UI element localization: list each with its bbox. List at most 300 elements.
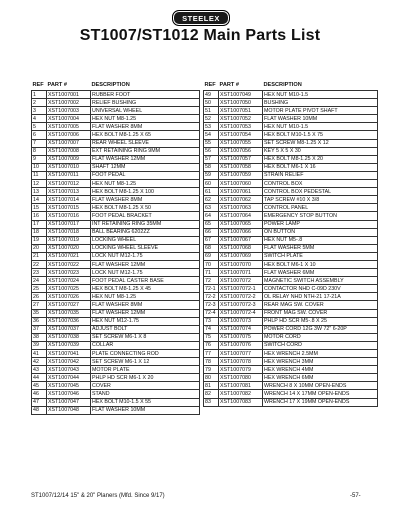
part-number-cell: XST1007014 [47, 196, 91, 204]
part-number-cell: XST1007004 [47, 115, 91, 123]
ref-cell: 69 [204, 252, 219, 260]
table-row [32, 147, 200, 155]
part-number-cell: XST1007012 [47, 180, 91, 188]
ref-cell: 75 [204, 333, 219, 341]
description-cell: HEX NUT M10-1.5 [263, 123, 378, 131]
table-row [32, 107, 200, 115]
description-cell: SET SCREW M8-1.25 X 12 [263, 139, 378, 147]
description-cell: EXT RETAINING RING 9MM [91, 147, 200, 155]
description-cell: MOTOR PLATE [91, 366, 200, 374]
description-cell: RELIEF BUSHING [91, 99, 200, 107]
description-cell: CONTROL PANEL [263, 204, 378, 212]
ref-cell: 76 [204, 341, 219, 349]
description-cell: SET SCREW M6-1 X 8 [91, 333, 200, 341]
table-row [32, 252, 200, 260]
description-cell: HEX NUT M8-1.25 [91, 180, 200, 188]
description-cell: LOCK NUT M12-1.75 [91, 269, 200, 277]
description-cell: FLAT WASHER 12MM [91, 260, 200, 268]
ref-cell: 55 [204, 139, 219, 147]
table-row [32, 317, 200, 325]
ref-cell: 68 [204, 244, 219, 252]
description-cell: FRONT MAG SW. COVER [263, 309, 378, 317]
description-cell: CONTROL BOX PEDESTAL [263, 188, 378, 196]
description-cell: HEX NUT M10-1.5 [263, 91, 378, 99]
ref-cell: 21 [32, 252, 47, 260]
table-row [204, 204, 378, 212]
description-cell: FLAT WASHER 10MM [91, 406, 200, 414]
ref-cell: 14 [32, 196, 47, 204]
header-part: PART # [47, 82, 67, 88]
table-row [32, 212, 200, 220]
ref-cell: 5 [32, 123, 47, 131]
part-number-cell: XST1007071 [219, 269, 263, 277]
description-cell: POWER LAMP [263, 220, 378, 228]
description-cell: HEX NUT M12-1.75 [91, 317, 200, 325]
part-number-cell: XST1007062 [219, 196, 263, 204]
description-cell: CONTROL BOX [263, 180, 378, 188]
ref-cell: 51 [204, 107, 219, 115]
part-number-cell: XST1007006 [47, 131, 91, 139]
description-cell: HEX BOLT M8-1.25 X 45 [91, 285, 200, 293]
header-description: DESCRIPTION [263, 82, 302, 88]
description-cell: CONTACTOR NHD C-09D 230V [263, 285, 378, 293]
table-row [32, 139, 200, 147]
part-number-cell: XST1007039 [47, 341, 91, 349]
ref-cell: 41 [32, 350, 47, 358]
table-row [204, 91, 378, 99]
ref-cell: 47 [32, 398, 47, 406]
ref-cell: 59 [204, 171, 219, 179]
part-number-cell: XST1007059 [219, 171, 263, 179]
page-title: ST1007/ST1012 Main Parts List [79, 27, 321, 44]
ref-cell: 48 [32, 406, 47, 414]
part-number-cell: XST1007035 [47, 309, 91, 317]
description-cell: FOOT PEDAL CASTER BASE [91, 277, 200, 285]
steelex-logo: STEELEX [172, 10, 230, 26]
table-row [32, 301, 200, 309]
table-row [32, 260, 200, 268]
table-row [32, 180, 200, 188]
part-number-cell: XST1007060 [219, 180, 263, 188]
part-number-cell: XST1007083 [219, 398, 263, 406]
table-row [32, 269, 200, 277]
ref-cell: 78 [204, 358, 219, 366]
part-number-cell: XST1007007 [47, 139, 91, 147]
description-cell: FLAT WASHER 12MM [91, 309, 200, 317]
table-row [32, 155, 200, 163]
ref-cell: 42 [32, 358, 47, 366]
description-cell: MOTOR CORD [263, 333, 378, 341]
table-row [204, 131, 378, 139]
part-number-cell: XST1007005 [47, 123, 91, 131]
ref-cell: 67 [204, 236, 219, 244]
part-number-cell: XST1007009 [47, 155, 91, 163]
table-row [204, 382, 378, 390]
table-row [204, 277, 378, 285]
description-cell: FLAT WASHER 8MM [91, 123, 200, 131]
table-row [204, 317, 378, 325]
ref-cell: 3 [32, 107, 47, 115]
ref-cell: 57 [204, 155, 219, 163]
table-row [204, 366, 378, 374]
description-cell: FOOT PEDAL [91, 171, 200, 179]
description-cell: PLATE CONNECTING ROD [91, 350, 200, 358]
part-number-cell: XST1007080 [219, 374, 263, 382]
ref-cell: 18 [32, 228, 47, 236]
part-number-cell: XST1007013 [47, 188, 91, 196]
header-part: PART # [219, 82, 239, 88]
part-number-cell: XST1007072 [219, 277, 263, 285]
ref-cell: 81 [204, 382, 219, 390]
description-cell: POWER CORD 12G 3W 72" 6-20P [263, 325, 378, 333]
ref-cell: 52 [204, 115, 219, 123]
table-row [32, 358, 200, 366]
ref-cell: 62 [204, 196, 219, 204]
ref-cell: 9 [32, 155, 47, 163]
ref-cell: 12 [32, 180, 47, 188]
description-cell: LOCK NUT M12-1.75 [91, 252, 200, 260]
ref-cell: 72-3 [204, 301, 219, 309]
description-cell: ADJUST BOLT [91, 325, 200, 333]
ref-cell: 49 [204, 91, 219, 99]
description-cell: HEX NUT M5-.8 [263, 236, 378, 244]
table-row [204, 115, 378, 123]
part-number-cell: XST1007044 [47, 374, 91, 382]
part-number-cell: XST1007027 [47, 301, 91, 309]
ref-cell: 20 [32, 244, 47, 252]
table-row [32, 244, 200, 252]
ref-cell: 17 [32, 220, 47, 228]
ref-cell: 70 [204, 260, 219, 268]
part-number-cell: XST1007019 [47, 236, 91, 244]
ref-cell: 72-4 [204, 309, 219, 317]
ref-cell: 58 [204, 163, 219, 171]
description-cell: PHLP HD SCR M5-.8 X 25 [263, 317, 378, 325]
table-row [32, 163, 200, 171]
ref-cell: 53 [204, 123, 219, 131]
description-cell: MAGNETIC SWITCH ASSEMBLY [263, 277, 378, 285]
description-cell: HEX BOLT M8-1.25 X 50 [91, 204, 200, 212]
part-number-cell: XST1007072-3 [219, 301, 263, 309]
part-number-cell: XST1007052 [219, 115, 263, 123]
table-row [32, 196, 200, 204]
ref-cell: 56 [204, 147, 219, 155]
part-number-cell: XST1007015 [47, 204, 91, 212]
part-number-cell: XST1007074 [219, 325, 263, 333]
table-row [32, 115, 200, 123]
ref-cell: 65 [204, 220, 219, 228]
table-row [204, 180, 378, 188]
table-row [204, 188, 378, 196]
table-row [32, 374, 200, 382]
part-number-cell: XST1007063 [219, 204, 263, 212]
table-row [32, 325, 200, 333]
footer-model: ST1007/12/14 15" & 20" Planers (Mfd. Since 9/17) [31, 493, 165, 499]
ref-cell: 6 [32, 131, 47, 139]
description-cell: EMERGENCY STOP BUTTON [263, 212, 378, 220]
table-row [204, 390, 378, 398]
part-number-cell: XST1007064 [219, 212, 263, 220]
ref-cell: 15 [32, 204, 47, 212]
description-cell: HEX BOLT M8-1.25 X 65 [91, 131, 200, 139]
description-cell: LOCKING WHEEL [91, 236, 200, 244]
description-cell: SWITCH PLATE [263, 252, 378, 260]
description-cell: HEX BOLT M8-1.25 X 100 [91, 188, 200, 196]
table-row [204, 325, 378, 333]
part-number-cell: XST1007024 [47, 277, 91, 285]
part-number-cell: XST1007051 [219, 107, 263, 115]
description-cell: HEX NUT M8-1.25 [91, 293, 200, 301]
part-number-cell: XST1007066 [219, 228, 263, 236]
ref-cell: 73 [204, 317, 219, 325]
part-number-cell: XST1007072-4 [219, 309, 263, 317]
table-row [204, 196, 378, 204]
ref-cell: 19 [32, 236, 47, 244]
parts-table-right [203, 82, 378, 407]
table-row [204, 398, 378, 406]
part-number-cell: XST1007022 [47, 260, 91, 268]
table-row [204, 252, 378, 260]
description-cell: WRENCH 14 X 17MM OPEN-ENDS [263, 390, 378, 398]
ref-cell: 2 [32, 99, 47, 107]
ref-cell: 46 [32, 390, 47, 398]
description-cell: ON BUTTON [263, 228, 378, 236]
table-row [32, 285, 200, 293]
description-cell: HEX BOLT M10-1.5 X 55 [91, 398, 200, 406]
description-cell: BALL BEARING 6202ZZ [91, 228, 200, 236]
description-cell: BUSHING [263, 99, 378, 107]
table-row [32, 91, 200, 99]
description-cell: OL RELAY NHD NTH-21 17-21A [263, 293, 378, 301]
part-number-cell: XST1007082 [219, 390, 263, 398]
part-number-cell: XST1007036 [47, 317, 91, 325]
table-row [204, 147, 378, 155]
table-row [32, 131, 200, 139]
part-number-cell: XST1007048 [47, 406, 91, 414]
description-cell: REAR WHEEL SLEEVE [91, 139, 200, 147]
table-row [32, 99, 200, 107]
ref-cell: 10 [32, 163, 47, 171]
table-row [204, 285, 378, 293]
ref-cell: 8 [32, 147, 47, 155]
ref-cell: 63 [204, 204, 219, 212]
table-row [32, 350, 200, 358]
part-number-cell: XST1007072-1 [219, 285, 263, 293]
part-number-cell: XST1007075 [219, 333, 263, 341]
table-row [32, 228, 200, 236]
ref-cell: 44 [32, 374, 47, 382]
table-row [32, 309, 200, 317]
table-row [32, 382, 200, 390]
ref-cell: 43 [32, 366, 47, 374]
part-number-cell: XST1007067 [219, 236, 263, 244]
description-cell: FLAT WASHER 8MM [91, 196, 200, 204]
ref-cell: 64 [204, 212, 219, 220]
table-row [32, 277, 200, 285]
ref-cell: 35 [32, 309, 47, 317]
part-number-cell: XST1007078 [219, 358, 263, 366]
part-number-cell: XST1007038 [47, 333, 91, 341]
part-number-cell: XST1007049 [219, 91, 263, 99]
part-number-cell: XST1007025 [47, 285, 91, 293]
table-row [32, 123, 200, 131]
part-number-cell: XST1007002 [47, 99, 91, 107]
table-row [32, 341, 200, 349]
part-number-cell: XST1007003 [47, 107, 91, 115]
ref-cell: 83 [204, 398, 219, 406]
part-number-cell: XST1007046 [47, 390, 91, 398]
description-cell: MOTOR PLATE PIVOT SHAFT [263, 107, 378, 115]
header-description: DESCRIPTION [91, 82, 130, 88]
part-number-cell: XST1007016 [47, 212, 91, 220]
part-number-cell: XST1007054 [219, 131, 263, 139]
ref-cell: 50 [204, 99, 219, 107]
table-row [204, 341, 378, 349]
description-cell: PHLP HD SCR M6-1 X 20 [91, 374, 200, 382]
description-cell: FLAT WASHER 10MM [263, 115, 378, 123]
description-cell: HEX NUT M8-1.25 [91, 115, 200, 123]
table-row [204, 139, 378, 147]
table-row [204, 236, 378, 244]
table-row [204, 333, 378, 341]
part-number-cell: XST1007058 [219, 163, 263, 171]
ref-cell: 38 [32, 333, 47, 341]
part-number-cell: XST1007021 [47, 252, 91, 260]
table-row [204, 212, 378, 220]
part-number-cell: XST1007018 [47, 228, 91, 236]
header-ref: REF [32, 82, 44, 88]
table-row [204, 350, 378, 358]
table-row [32, 188, 200, 196]
description-cell: FLAT WASHER 12MM [91, 155, 200, 163]
part-number-cell: XST1007011 [47, 171, 91, 179]
description-cell: SWITCH CORD [263, 341, 378, 349]
description-cell: HEX BOLT M8-1.25 X 20 [263, 155, 378, 163]
ref-cell: 66 [204, 228, 219, 236]
part-number-cell: XST1007043 [47, 366, 91, 374]
table-row [204, 260, 378, 268]
table-row [204, 244, 378, 252]
ref-cell: 74 [204, 325, 219, 333]
part-number-cell: XST1007069 [219, 252, 263, 260]
table-row [32, 333, 200, 341]
ref-cell: 80 [204, 374, 219, 382]
description-cell: HEX BOLT M6-1 X 16 [263, 163, 378, 171]
ref-cell: 26 [32, 293, 47, 301]
part-number-cell: XST1007072-2 [219, 293, 263, 301]
table-row [32, 390, 200, 398]
table-row [204, 220, 378, 228]
part-number-cell: XST1007055 [219, 139, 263, 147]
table-row [204, 228, 378, 236]
ref-cell: 45 [32, 382, 47, 390]
table-row [204, 155, 378, 163]
description-cell: HEX WRENCH 4MM [263, 366, 378, 374]
description-cell: STAND [91, 390, 200, 398]
part-number-cell: XST1007023 [47, 269, 91, 277]
description-cell: SHAFT 12MM [91, 163, 200, 171]
table-row [204, 269, 378, 277]
ref-cell: 72 [204, 277, 219, 285]
table-row [204, 171, 378, 179]
ref-cell: 23 [32, 269, 47, 277]
part-number-cell: XST1007041 [47, 350, 91, 358]
part-number-cell: XST1007053 [219, 123, 263, 131]
ref-cell: 79 [204, 366, 219, 374]
parts-table-left [31, 82, 200, 415]
table-row [32, 293, 200, 301]
part-number-cell: XST1007010 [47, 163, 91, 171]
description-cell: LOCKING WHEEL SLEEVE [91, 244, 200, 252]
part-number-cell: XST1007008 [47, 147, 91, 155]
description-cell: HEX BOLT M10-1.5 X 75 [263, 131, 378, 139]
part-number-cell: XST1007065 [219, 220, 263, 228]
header-ref: REF [204, 82, 216, 88]
description-cell: WRENCH 8 X 10MM OPEN-ENDS [263, 382, 378, 390]
table-row [32, 398, 200, 406]
ref-cell: 25 [32, 285, 47, 293]
description-cell: WRENCH 17 X 19MM OPEN-ENDS [263, 398, 378, 406]
ref-cell: 27 [32, 301, 47, 309]
part-number-cell: XST1007061 [219, 188, 263, 196]
table-row [204, 107, 378, 115]
description-cell: UNIVERSAL WHEEL [91, 107, 200, 115]
ref-cell: 71 [204, 269, 219, 277]
table-row [32, 171, 200, 179]
part-number-cell: XST1007017 [47, 220, 91, 228]
ref-cell: 39 [32, 341, 47, 349]
ref-cell: 60 [204, 180, 219, 188]
table-row [204, 123, 378, 131]
part-number-cell: XST1007073 [219, 317, 263, 325]
table-row [32, 366, 200, 374]
part-number-cell: XST1007076 [219, 341, 263, 349]
description-cell: HEX WRENCH 6MM [263, 374, 378, 382]
description-cell: KEY 5 X 5 X 30 [263, 147, 378, 155]
description-cell: STRAIN RELIEF [263, 171, 378, 179]
table-row [204, 99, 378, 107]
description-cell: HEX WRENCH 2.5MM [263, 350, 378, 358]
part-number-cell: XST1007056 [219, 147, 263, 155]
table-row [204, 374, 378, 382]
part-number-cell: XST1007026 [47, 293, 91, 301]
table-row [204, 358, 378, 366]
description-cell: INT RETAINING RING 35MM [91, 220, 200, 228]
page-number: -57- [350, 493, 361, 499]
table-row [204, 309, 378, 317]
description-cell: FLAT WASHER 5MM [263, 244, 378, 252]
table-row [204, 301, 378, 309]
part-number-cell: XST1007001 [47, 91, 91, 99]
part-number-cell: XST1007079 [219, 366, 263, 374]
description-cell: REAR MAG SW. COVER [263, 301, 378, 309]
ref-cell: 54 [204, 131, 219, 139]
part-number-cell: XST1007045 [47, 382, 91, 390]
ref-cell: 4 [32, 115, 47, 123]
part-number-cell: XST1007037 [47, 325, 91, 333]
ref-cell: 36 [32, 317, 47, 325]
part-number-cell: XST1007042 [47, 358, 91, 366]
ref-cell: 77 [204, 350, 219, 358]
part-number-cell: XST1007050 [219, 99, 263, 107]
ref-cell: 13 [32, 188, 47, 196]
ref-cell: 82 [204, 390, 219, 398]
table-row [32, 406, 200, 414]
description-cell: RUBBER FOOT [91, 91, 200, 99]
part-number-cell: XST1007081 [219, 382, 263, 390]
description-cell: FLAT WASHER 8MM [91, 301, 200, 309]
table-row [32, 236, 200, 244]
